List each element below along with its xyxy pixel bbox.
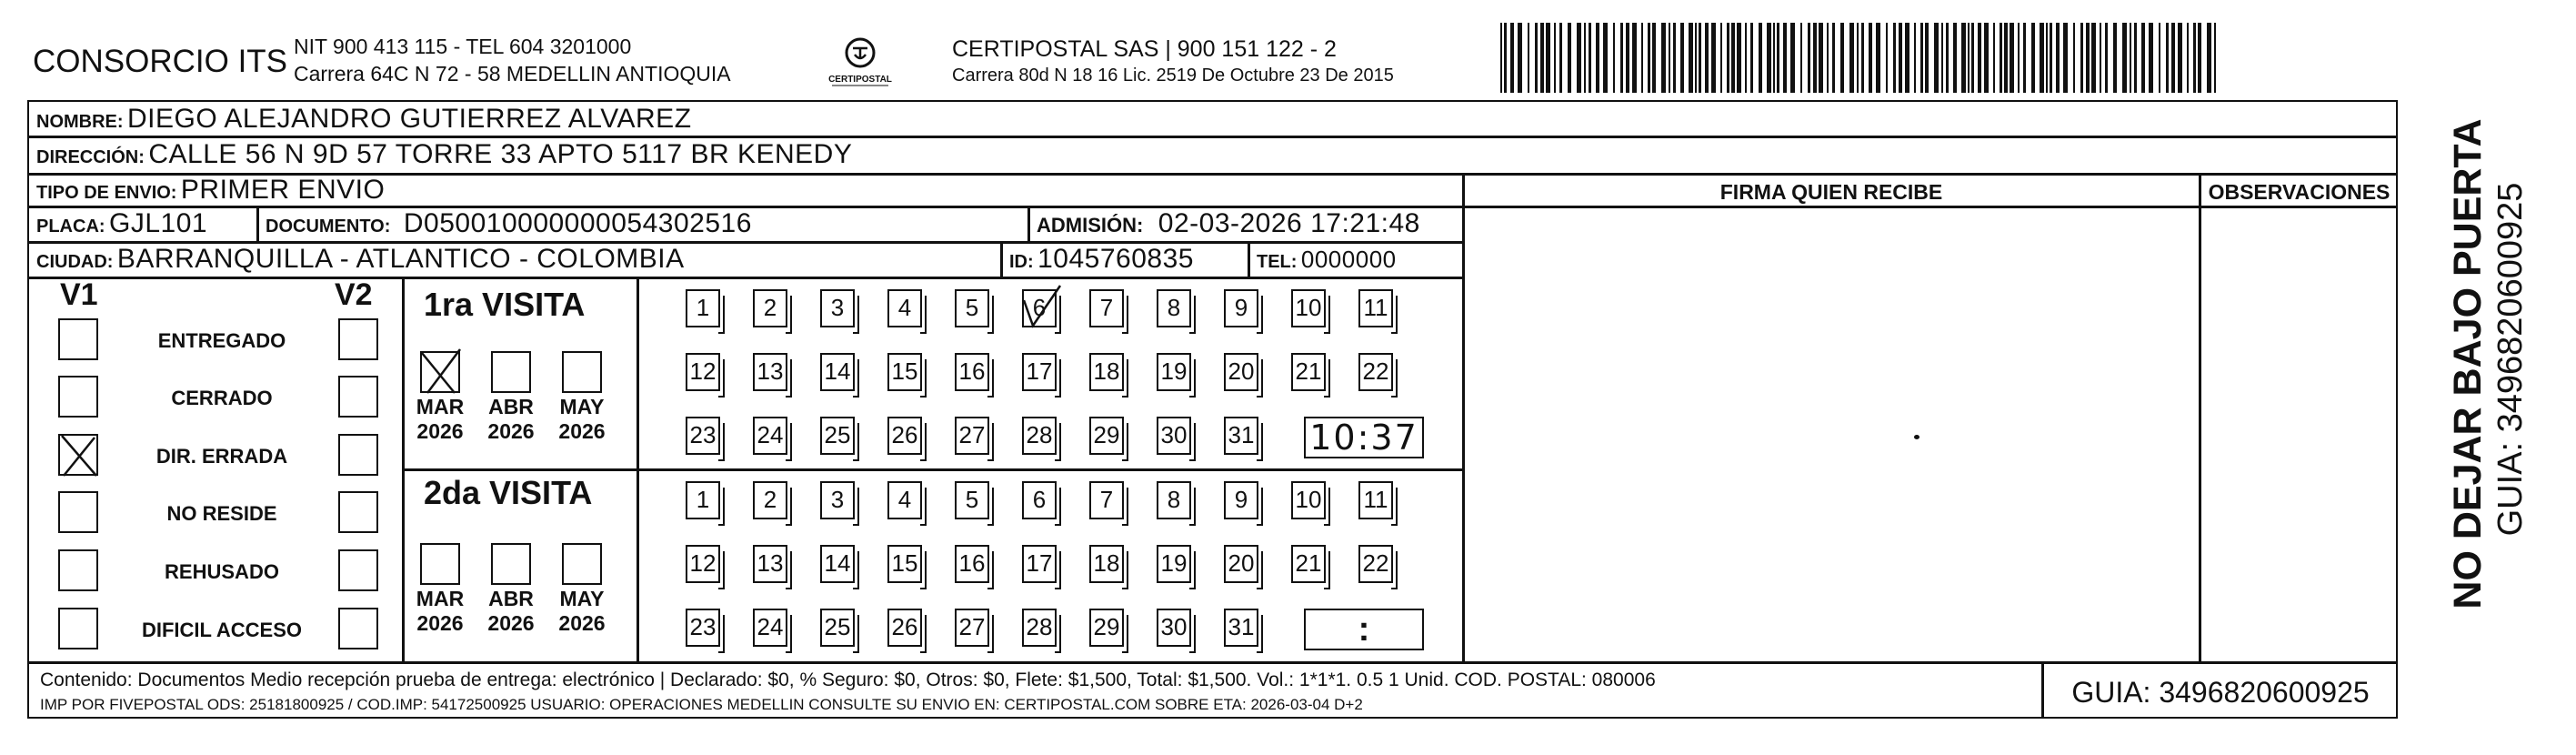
second-visit-day-box[interactable]: 5 — [955, 481, 989, 519]
nombre-label: NOMBRE: — [36, 112, 124, 132]
first-visit-month-checkbox[interactable] — [491, 351, 531, 393]
v2-checkbox[interactable] — [338, 434, 378, 476]
first-visit-day-box[interactable]: 18 — [1089, 353, 1124, 391]
v1-checkbox[interactable] — [58, 318, 98, 360]
first-visit-day-box[interactable]: 13 — [753, 353, 787, 391]
barcode — [1500, 23, 2223, 93]
second-visit-day-box[interactable]: 17 — [1022, 545, 1057, 583]
first-visit-day-box[interactable]: 27 — [955, 417, 989, 455]
nombre-value: DIEGO ALEJANDRO GUTIERREZ ALVAREZ — [127, 104, 692, 134]
first-visit-day-box[interactable]: 29 — [1089, 417, 1124, 455]
admision-label: ADMISIÓN: — [1037, 214, 1144, 237]
check-mark — [56, 432, 102, 479]
second-visit-day-box[interactable]: 11 — [1358, 481, 1393, 519]
id-value: 1045760835 — [1037, 244, 1194, 274]
first-visit-day-box[interactable]: 10 — [1291, 289, 1326, 327]
direccion-value: CALLE 56 N 9D 57 TORRE 33 APTO 5117 BR KENEDY — [148, 139, 853, 169]
second-visit-day-box[interactable]: 31 — [1224, 609, 1258, 647]
placa-label: PLACA: — [36, 216, 105, 237]
v2-checkbox[interactable] — [338, 491, 378, 533]
second-visit-day-box[interactable]: 26 — [887, 609, 922, 647]
carrier-name: CERTIPOSTAL SAS | 900 151 122 - 2 — [952, 36, 1337, 62]
status-reason-label: NO RESIDE — [166, 502, 277, 525]
company-name: CONSORCIO ITS — [33, 44, 288, 79]
second-visit-label: 2da VISITA — [424, 474, 593, 511]
second-visit-day-box[interactable]: 8 — [1157, 481, 1191, 519]
first-visit-day-box[interactable]: 30 — [1157, 417, 1191, 455]
v1-checkbox[interactable] — [58, 434, 98, 476]
tipo-value: PRIMER ENVIO — [180, 175, 386, 205]
first-visit-month-checkbox[interactable] — [420, 351, 460, 393]
second-visit-day-box[interactable]: 6 — [1022, 481, 1057, 519]
first-visit-day-box[interactable]: 19 — [1157, 353, 1191, 391]
v2-checkbox[interactable] — [338, 376, 378, 418]
second-visit-day-box[interactable]: 24 — [753, 609, 787, 647]
firma-header: FIRMA QUIEN RECIBE — [1719, 180, 1943, 204]
first-visit-day-box[interactable]: 6 — [1022, 289, 1057, 327]
second-visit-day-box[interactable]: 27 — [955, 609, 989, 647]
direccion-label: DIRECCIÓN: — [36, 147, 145, 167]
v1-checkbox[interactable] — [58, 376, 98, 418]
tel-label: TEL: — [1257, 252, 1298, 272]
second-visit-day-box[interactable]: 4 — [887, 481, 922, 519]
second-visit-month-label: MAR 2026 — [416, 587, 465, 635]
second-visit-day-box[interactable]: 22 — [1358, 545, 1393, 583]
logo-text: CERTIPOSTAL — [828, 75, 892, 85]
first-visit-month-label: MAR 2026 — [416, 395, 465, 443]
first-visit-day-box[interactable]: 8 — [1157, 289, 1191, 327]
first-visit-day-box[interactable]: 3 — [820, 289, 855, 327]
first-visit-day-box[interactable]: 15 — [887, 353, 922, 391]
second-visit-month-label: MAY 2026 — [558, 587, 606, 635]
side-text — [2419, 86, 2564, 650]
first-visit-day-box[interactable]: 7 — [1089, 289, 1124, 327]
id-cell — [1009, 241, 1194, 282]
status-reason-label: DIFICIL ACCESO — [141, 619, 302, 641]
first-visit-month-label: MAY 2026 — [558, 395, 606, 443]
second-visit-day-box[interactable]: 28 — [1022, 609, 1057, 647]
first-visit-day-box[interactable]: 1 — [686, 289, 720, 327]
id-label: ID: — [1009, 252, 1034, 272]
side-guia: GUIA: 3496820600925 — [2491, 182, 2530, 537]
certipostal-logo — [823, 35, 897, 89]
placa-value: GJL101 — [109, 208, 208, 238]
second-visit-day-box[interactable]: 16 — [955, 545, 989, 583]
first-visit-day-box[interactable]: 26 — [887, 417, 922, 455]
observaciones-header: OBSERVACIONES — [2208, 180, 2391, 204]
v1-checkbox[interactable] — [58, 549, 98, 591]
second-visit-day-box[interactable]: 23 — [686, 609, 720, 647]
first-visit-day-box[interactable]: 20 — [1224, 353, 1258, 391]
footer-line-2: IMP POR FIVEPOSTAL ODS: 25181800925 / COD.IMP: 54172500925 USUARIO: OPERACIONES MEDELLIN CONSULTE SU ENVIO EN: CERTIPOSTAL.COM SOBRE ETA: 2026-03-04 D+2 — [40, 696, 1363, 713]
second-visit-day-box[interactable]: 10 — [1291, 481, 1326, 519]
second-visit-day-box[interactable]: 19 — [1157, 545, 1191, 583]
ciudad-value: BARRANQUILLA - ATLANTICO - COLOMBIA — [116, 244, 685, 274]
documento-label: DOCUMENTO: — [266, 216, 391, 237]
side-warning: NO DEJAR BAJO PUERTA — [2446, 118, 2490, 609]
second-visit-month-checkbox[interactable] — [420, 543, 460, 585]
footer-guia: GUIA: 3496820600925 — [2071, 676, 2370, 709]
status-reason-label: DIR. ERRADA — [155, 445, 288, 468]
v2-header: V2 — [335, 277, 373, 312]
second-visit-time-box[interactable]: : — [1304, 609, 1424, 650]
v1-checkbox[interactable] — [58, 608, 98, 649]
v1-checkbox[interactable] — [58, 491, 98, 533]
second-visit-day-box[interactable]: 15 — [887, 545, 922, 583]
ciudad-label: CIUDAD: — [36, 252, 114, 272]
first-visit-day-box[interactable]: 31 — [1224, 417, 1258, 455]
documento-value: D050010000000054302516 — [403, 208, 752, 238]
status-reason-label: CERRADO — [171, 387, 273, 409]
second-visit-month-checkbox[interactable] — [491, 543, 531, 585]
first-visit-label: 1ra VISITA — [424, 286, 586, 323]
v1-header: V1 — [60, 277, 98, 312]
second-visit-day-box[interactable]: 30 — [1157, 609, 1191, 647]
second-visit-month-label: ABR 2026 — [487, 587, 535, 635]
second-visit-day-box[interactable]: 29 — [1089, 609, 1124, 647]
admision-value: 02-03-2026 17:21:48 — [1158, 208, 1420, 238]
first-visit-day-box[interactable]: 25 — [820, 417, 855, 455]
status-reason-label: ENTREGADO — [157, 329, 286, 352]
first-visit-day-box[interactable]: 12 — [686, 353, 720, 391]
v2-checkbox[interactable] — [338, 549, 378, 591]
second-visit-day-box[interactable]: 18 — [1089, 545, 1124, 583]
tel-cell — [1257, 241, 1397, 282]
carrier-address: Carrera 80d N 18 16 Lic. 2519 De Octubre 23 De 2015 — [952, 65, 1394, 86]
second-visit-day-box[interactable]: 14 — [820, 545, 855, 583]
v2-checkbox[interactable] — [338, 318, 378, 360]
status-reason-label: REHUSADO — [165, 560, 279, 583]
second-visit-day-box[interactable]: 9 — [1224, 481, 1258, 519]
second-visit-day-box[interactable]: 12 — [686, 545, 720, 583]
second-visit-day-box[interactable]: 2 — [753, 481, 787, 519]
company-address: Carrera 64C N 72 - 58 MEDELLIN ANTIOQUIA — [294, 62, 731, 86]
second-visit-day-box[interactable]: 3 — [820, 481, 855, 519]
scan-dot — [1914, 435, 1919, 439]
first-visit-day-box[interactable]: 9 — [1224, 289, 1258, 327]
first-visit-day-box[interactable]: 5 — [955, 289, 989, 327]
direccion-row — [36, 136, 852, 177]
company-nit: NIT 900 413 115 - TEL 604 3201000 — [294, 35, 632, 58]
first-visit-day-box[interactable]: 4 — [887, 289, 922, 327]
first-visit-day-box[interactable]: 14 — [820, 353, 855, 391]
first-visit-time-box[interactable]: 10:37 — [1304, 417, 1424, 458]
first-visit-day-box[interactable]: 22 — [1358, 353, 1393, 391]
second-visit-day-box[interactable]: 1 — [686, 481, 720, 519]
first-visit-month-checkbox[interactable] — [562, 351, 602, 393]
first-visit-day-box[interactable]: 17 — [1022, 353, 1057, 391]
second-visit-day-box[interactable]: 20 — [1224, 545, 1258, 583]
first-visit-day-box[interactable]: 2 — [753, 289, 787, 327]
first-visit-day-box[interactable]: 21 — [1291, 353, 1326, 391]
ciudad-cell — [36, 241, 685, 282]
check-mark — [418, 347, 464, 397]
first-visit-day-box[interactable]: 28 — [1022, 417, 1057, 455]
first-visit-day-box[interactable]: 16 — [955, 353, 989, 391]
footer-line-1: Contenido: Documentos Medio recepción prueba de entrega: electrónico | Declarado: $0, % Seguro: $0, Otros: $0, Flete: $1,500, Total: $1,500. Vol.: 1*1*1. 0.5 1 Unid. COD. POSTAL: 080006 — [40, 669, 1656, 690]
v2-checkbox[interactable] — [338, 608, 378, 649]
tipo-label: TIPO DE ENVIO: — [36, 183, 177, 203]
first-visit-day-box[interactable]: 24 — [753, 417, 787, 455]
first-visit-day-box[interactable]: 23 — [686, 417, 720, 455]
second-visit-day-box[interactable]: 25 — [820, 609, 855, 647]
first-visit-month-label: ABR 2026 — [487, 395, 535, 443]
first-visit-day-box[interactable]: 11 — [1358, 289, 1393, 327]
second-visit-day-box[interactable]: 21 — [1291, 545, 1326, 583]
second-visit-day-box[interactable]: 13 — [753, 545, 787, 583]
second-visit-day-box[interactable]: 7 — [1089, 481, 1124, 519]
second-visit-month-checkbox[interactable] — [562, 543, 602, 585]
tel-value: 0000000 — [1300, 246, 1397, 273]
